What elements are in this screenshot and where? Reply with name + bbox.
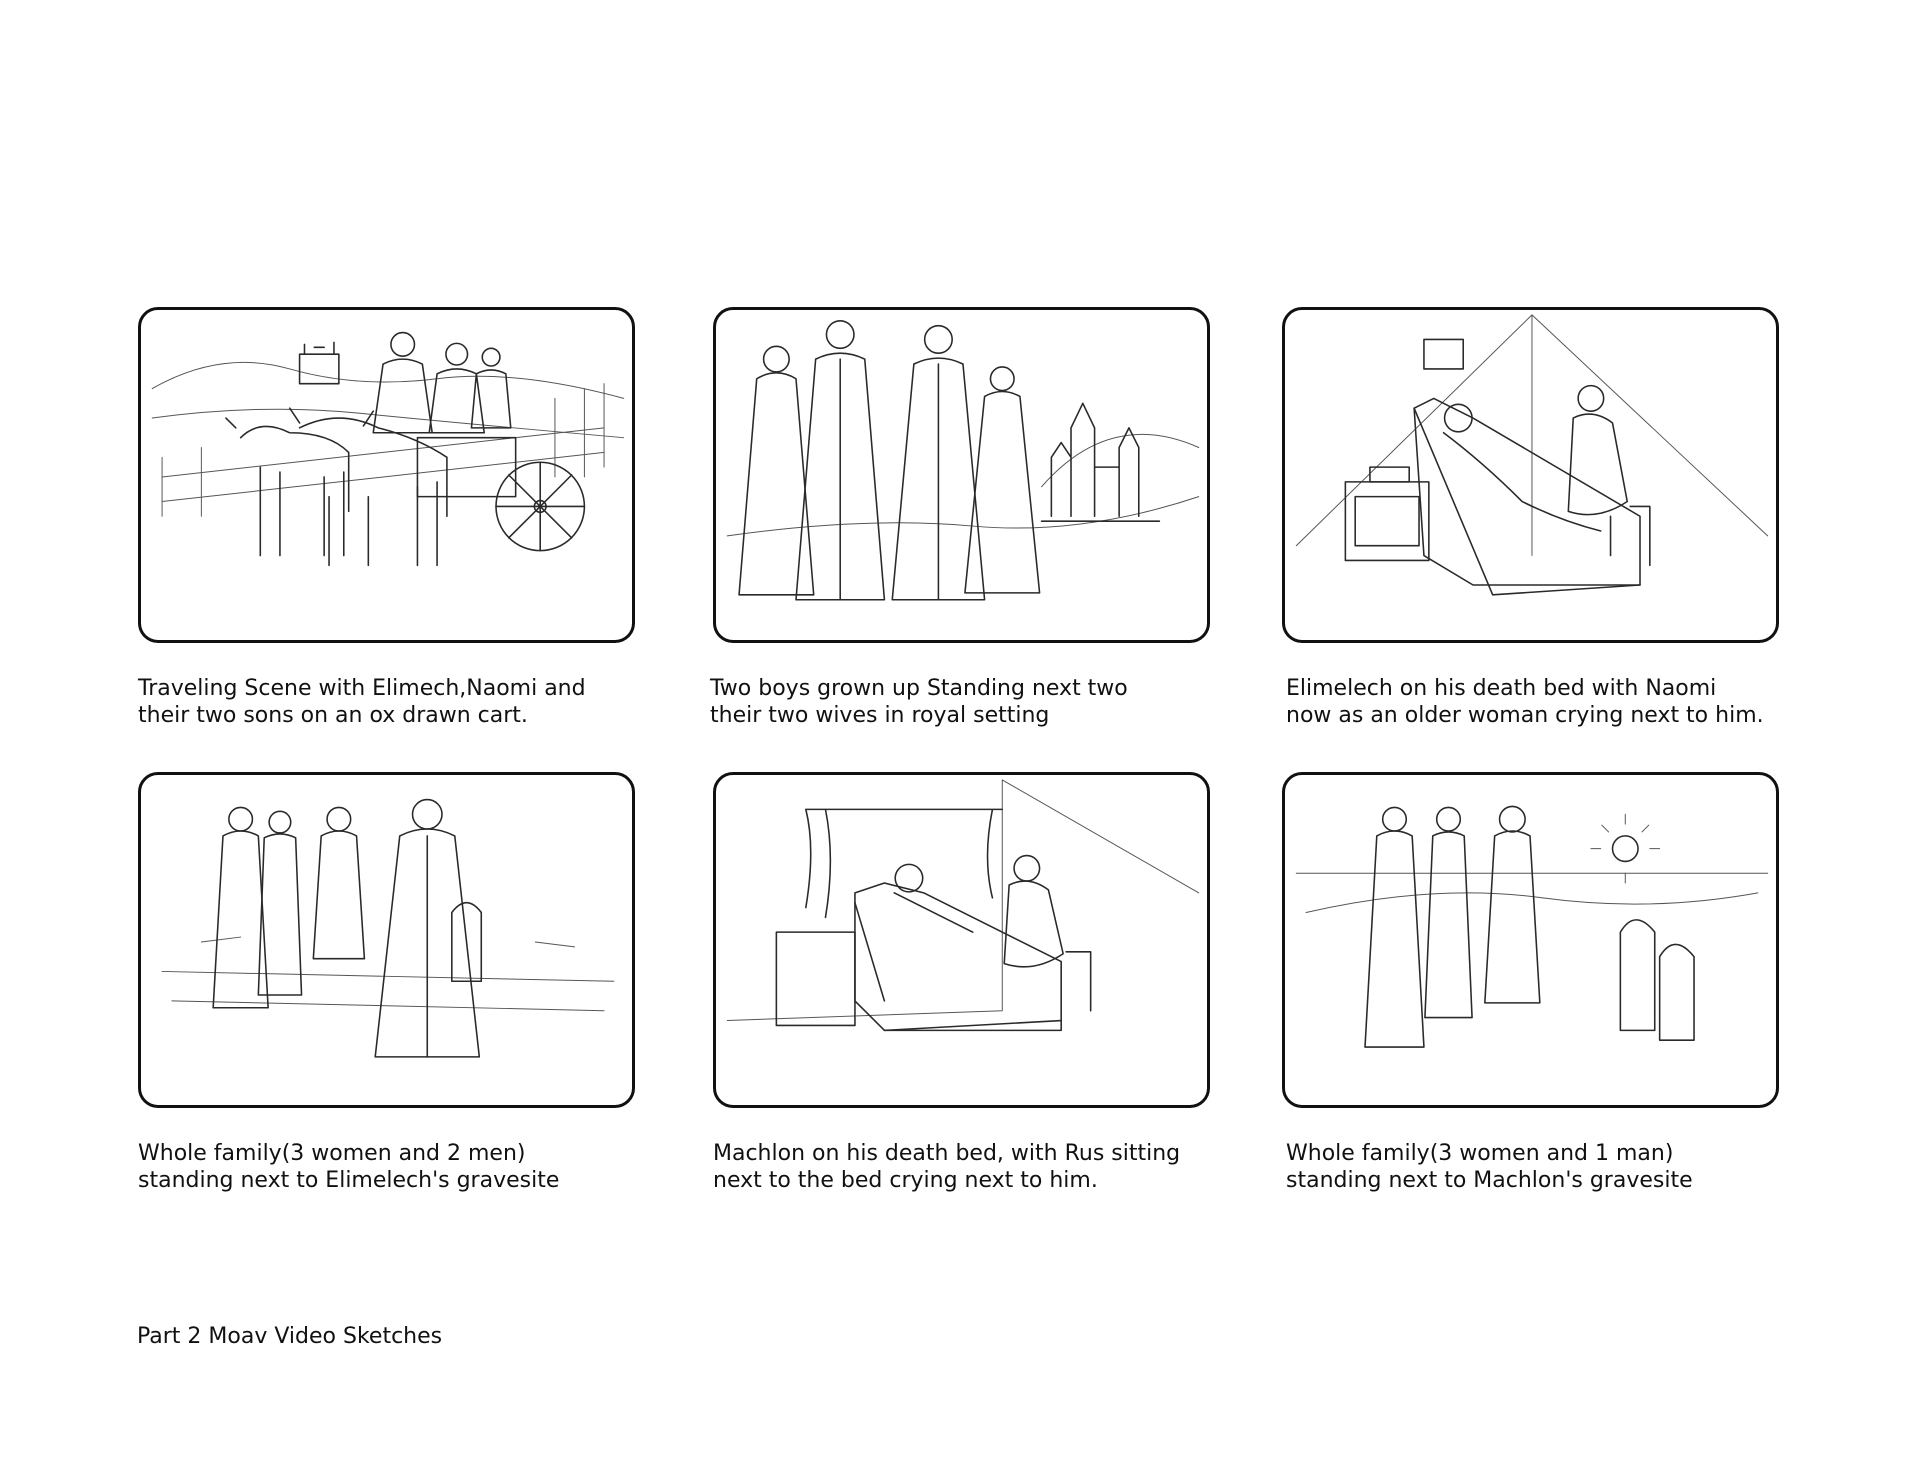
sketch-gravesite-machlon <box>1285 775 1776 1105</box>
caption-1: Traveling Scene with Elimech,Naomi and their two sons on an ox drawn cart. <box>138 676 586 728</box>
document-footer: Part 2 Moav Video Sketches <box>137 1324 443 1349</box>
sketch-panel-2 <box>713 307 1210 643</box>
caption-2: Two boys grown up Standing next two their two wives in royal setting <box>710 676 1128 728</box>
caption-6: Whole family(3 women and 1 man) standing next to Machlon's gravesite <box>1286 1141 1693 1193</box>
sketch-death-bed-elimelech <box>1285 310 1776 640</box>
caption-5: Machlon on his death bed, with Rus sitting next to the bed crying next to him. <box>713 1141 1181 1193</box>
sketch-panel-1 <box>138 307 635 643</box>
sketch-panel-5 <box>713 772 1210 1108</box>
caption-3: Elimelech on his death bed with Naomi now as an older woman crying next to him. <box>1286 676 1764 728</box>
sketch-death-bed-machlon <box>716 775 1207 1105</box>
sketch-panel-4 <box>138 772 635 1108</box>
sketch-panel-3 <box>1282 307 1779 643</box>
sketch-gravesite-elimelech <box>141 775 632 1105</box>
sketch-traveling-cart <box>141 310 632 640</box>
sketch-panel-6 <box>1282 772 1779 1108</box>
caption-4: Whole family(3 women and 2 men) standing next to Elimelech's gravesite <box>138 1141 560 1193</box>
sketch-royal-couples <box>716 310 1207 640</box>
